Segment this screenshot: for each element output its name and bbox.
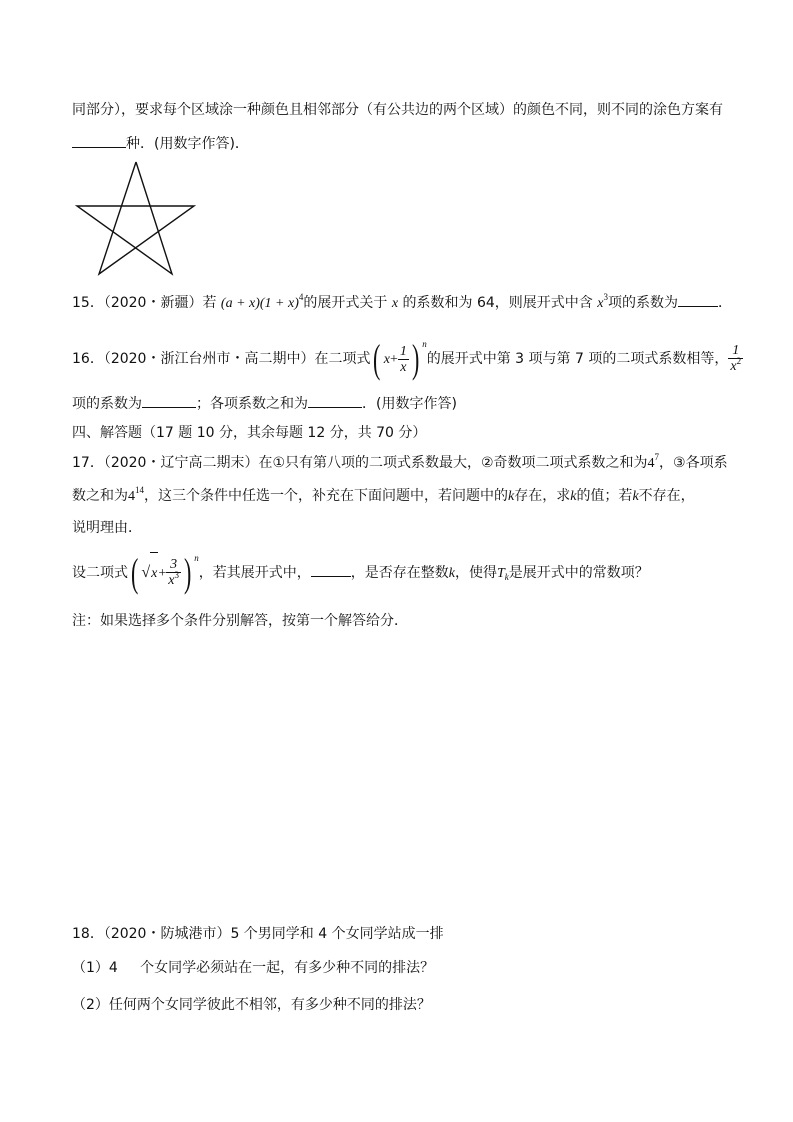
answer-blank[interactable] [72,133,126,148]
q16-text: 的展开式中第 3 项与第 7 项的二项式系数相等， [426,351,729,367]
sqrt-symbol: √ [141,564,151,581]
answer-blank[interactable] [311,562,351,577]
fraction-denominator: x [168,573,175,588]
q17-text-a: 17．（2020・辽宁高二期末）在①只有第八项的二项式系数最大，②奇数项二项式系数之和为 [72,455,648,471]
q18-sub1 [72,958,434,978]
q16-source: 16．（2020・浙江台州市・高二期中）在二项式 [72,351,371,367]
q17-text-k: ，使得 [455,565,497,581]
left-paren: ( [130,550,139,595]
q15-var: x [391,296,399,311]
q15-term: x [597,296,604,311]
q17-T-subscript: k [504,572,509,582]
q17-text-f: 的值；若 [576,488,633,504]
q17-line1 [72,453,728,474]
q17-text-g: 不存在， [638,488,695,504]
q16-text-b: ；各项系数之和为 [196,396,308,412]
q16-reciprocal [728,343,743,375]
q17-power-2-exponent: 14 [135,485,144,495]
q17-text-c: 数之和为 [72,488,128,504]
q15-text-a: 的展开式关于 [303,295,388,311]
section-heading: 四、解答题（17 题 10 分，其余每题 12 分，共 70 分） [72,425,427,441]
q17-note: 注：如果选择多个条件分别解答，按第一个解答给分． [72,613,408,629]
q16-fraction [398,344,409,375]
left-paren: ( [373,336,381,381]
pentagram-figure [74,160,198,278]
fraction-numerator: 3 [170,557,178,572]
q15-expression: (a + x)(1 + x) [220,296,299,311]
q16-line1 [72,338,743,381]
q18-line1: 18．（2020・防城港市）5 个男同学和 4 个女同学站成一排 [72,926,444,942]
q17-line4 [72,552,649,595]
q17-plus: + [158,566,167,581]
q17-power: 4 [647,456,655,471]
q17-fraction [166,557,181,589]
q15-text-c: 项的系数为 [607,295,678,311]
q15-expression-exponent: 4 [298,292,304,302]
right-paren: ) [411,336,420,381]
q16-exponent: n [422,339,427,349]
q18-sub1-label: （1）4 [72,960,118,976]
q17-text-d: ，这三个条件中任选一个，补充在下面问题中，若问题中的 [144,488,508,504]
reciprocal-exponent: 2 [736,356,742,366]
q15-end: ． [717,295,732,311]
right-paren: ) [183,550,192,595]
q16-plus: + [390,352,398,367]
q14-tail: 种．(用数字作答)． [126,136,249,152]
q15-source: 15．（2020・新疆）若 [72,295,217,311]
q17-power-2: 4 [128,489,135,504]
q16-text-c: ．(用数字作答) [362,396,457,412]
answer-blank[interactable] [678,292,718,307]
q16-text-a: 项的系数为 [72,396,142,412]
q16-line2 [72,393,457,414]
q14-line2 [72,133,249,154]
q17-line2 [72,486,695,507]
q17-power-exponent: 7 [654,452,660,462]
q17-text-l: 是展开式中的常数项？ [508,565,649,581]
q14-line1 [72,100,723,120]
reciprocal-numerator: 1 [732,343,740,358]
denominator-exponent: 3 [174,570,179,580]
q18-sub1-text: 个女同学必须站在一起，有多少种不同的排法？ [140,960,435,976]
q14-text: 同部分），要求每个区域涂一种颜色且相邻部分（有公共边的两个区域）的颜色不同，则不同的涂色方案有 [72,102,723,118]
q17-text-h: 设二项式 [72,565,128,581]
q15-term-exponent: 3 [603,292,608,302]
q17-line3: 说明理由． [72,520,142,536]
q15-text-b: 的系数和为 64，则展开式中含 [402,295,593,311]
answer-blank[interactable] [142,393,196,408]
q17-k: k [570,489,577,504]
q18-sub2: （2）任何两个女同学彼此不相邻，有多少种不同的排法？ [72,997,431,1013]
q15-line [72,292,732,314]
q16-x: x [383,352,390,367]
fraction-numerator: 1 [399,343,407,359]
q17-T: T [497,566,505,581]
q17-text-e: 存在，求 [514,488,571,504]
q17-text-b: ，③各项系 [659,455,728,471]
sqrt-radicand: x [150,552,158,595]
q17-k: k [632,489,639,504]
q17-text-j: ，是否存在整数 [350,565,449,581]
q17-k: k [448,566,455,581]
answer-blank[interactable] [308,393,362,408]
q17-text-i: ，若其展开式中， [198,565,311,581]
reciprocal-denominator: x [730,359,737,374]
q17-k: k [508,489,515,504]
fraction-denominator: x [400,359,407,375]
q17-exponent: n [194,553,199,563]
